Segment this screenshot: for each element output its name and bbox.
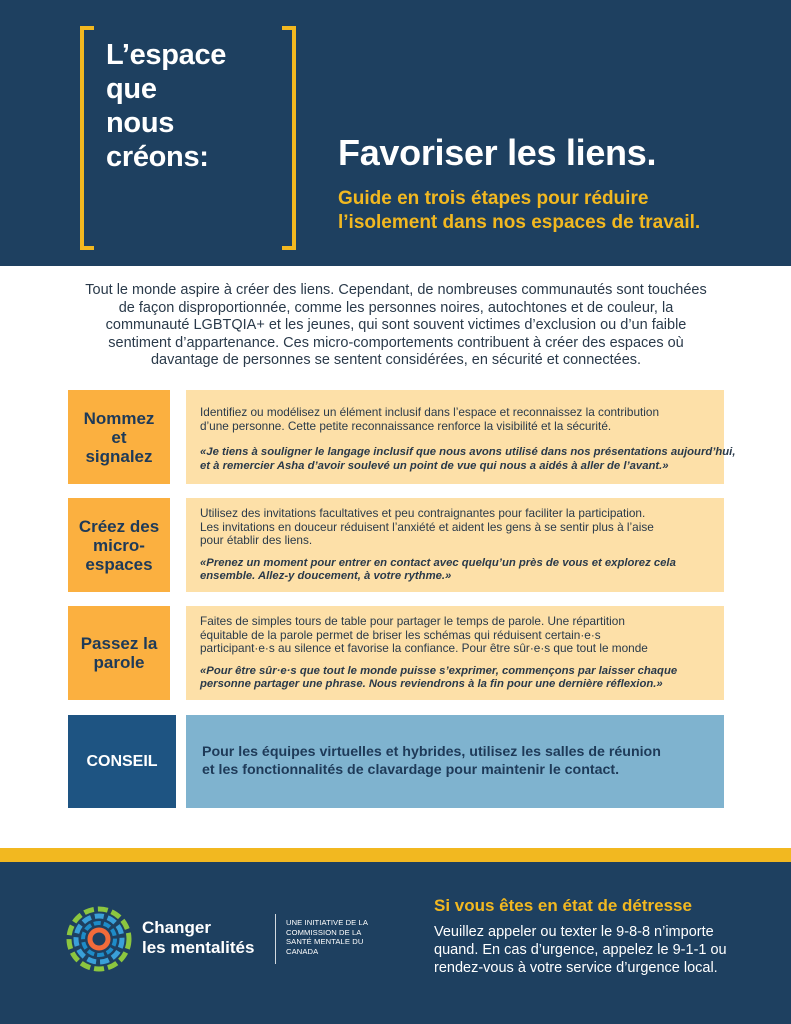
- changer-les-mentalites-logo-icon: [66, 906, 132, 972]
- quote-line: «Pour être sûr·e·s que tout le monde puisse s’exprimer, commençons par laisser chaque: [200, 664, 678, 677]
- step-label-line: et: [111, 427, 127, 447]
- step-description: [200, 406, 710, 433]
- step-1-content: [186, 390, 736, 484]
- quote-line: et à remercier Asha d’avoir soulevé un point de vue qui nous a aidés à aller de l’avant.»: [200, 459, 669, 472]
- brand-line: créons:: [106, 141, 209, 173]
- brand-line: L’espace: [106, 39, 227, 71]
- intro-line: communauté LGBTQIA+ et les jeunes, qui sont souvent victimes d’exclusion ou d’un faible: [105, 317, 687, 334]
- desc-line: Identifiez ou modélisez un élément inclusif dans l’espace et reconnaissez la contribution: [200, 405, 660, 419]
- quote-line: ensemble. Allez-y doucement, à votre rythme.»: [200, 570, 452, 583]
- initiative-line: CANADA: [286, 946, 319, 956]
- page-subtitle: [338, 187, 768, 235]
- header-banner: [0, 0, 791, 266]
- initiative-line: UNE INITIATIVE DE LA: [286, 918, 369, 927]
- subtitle-line: Guide en trois étapes pour réduire: [338, 188, 649, 209]
- tip-line: et les fonctionnalités de clavardage pour maintenir le contact.: [202, 761, 620, 778]
- intro-line: Tout le monde aspire à créer des liens. Cependant, de nombreuses communautés sont touchées: [85, 282, 707, 298]
- step-1-label: [68, 390, 170, 484]
- intro-line: de façon disproportionnée, comme les personnes noires, autochtones et de couleur, la: [118, 299, 674, 316]
- step-quote: [200, 446, 736, 473]
- bracket-right: [282, 26, 296, 250]
- distress-line: Veuillez appeler ou texter le 9-8-8 n’importe: [434, 924, 714, 940]
- intro-paragraph: [56, 282, 736, 370]
- step-label-line: Passez la: [80, 634, 158, 653]
- brand-title: [106, 38, 281, 174]
- footer: [0, 862, 791, 1024]
- step-label-line: micro-: [93, 535, 145, 555]
- quote-line: «Je tiens à souligner le langage inclusif que nous avons utilisé dans nos présentations aujourd’hui,: [200, 446, 736, 459]
- step-label-line: parole: [93, 653, 145, 672]
- logo-line: les mentalités: [142, 938, 255, 957]
- distress-line: quand. En cas d’urgence, appelez le 9-1-1 ou: [434, 942, 727, 958]
- desc-line: Faites de simples tours de table pour partager le temps de parole. Une répartition: [200, 614, 625, 628]
- step-quote: [200, 665, 710, 692]
- initiative-text: [286, 918, 368, 956]
- logo-wordmark: [142, 918, 254, 958]
- distress-title: Si vous êtes en état de détresse: [434, 896, 692, 915]
- page-title: Favoriser les liens.: [338, 132, 657, 173]
- step-label-line: espaces: [85, 554, 153, 574]
- step-description: [200, 507, 710, 548]
- desc-line: équitable de la parole permet de briser les schémas qui réduisent certain·e·s: [200, 627, 601, 642]
- desc-line: Utilisez des invitations facultatives et peu contraignantes pour faciliter la participation.: [200, 506, 646, 520]
- desc-line: pour établir des liens.: [200, 533, 313, 548]
- step-description: [200, 615, 710, 656]
- subtitle-line: l’isolement dans nos espaces de travail.: [338, 212, 701, 233]
- logo-divider: [275, 914, 276, 964]
- step-label-line: Nommez: [83, 408, 155, 428]
- brand-line: nous: [106, 107, 175, 139]
- distress-line: rendez-vous à votre service d’urgence local.: [434, 960, 718, 976]
- brand-line: que: [106, 73, 157, 105]
- quote-line: personne partager une phrase. Nous reviendrons à la fin pour une dernière réflexion.»: [200, 678, 663, 691]
- step-2-content: [186, 498, 724, 592]
- bracket-left: [80, 26, 94, 250]
- initiative-line: SANTÉ MENTALE DU: [286, 937, 364, 947]
- step-3-label: [68, 606, 170, 700]
- desc-line: participant·e·s au silence et favorise la confiance. Pour être sûr·e·s que tout le monde: [200, 641, 648, 656]
- quote-line: «Prenez un moment pour entrer en contact avec quelqu’un près de vous et explorez cela: [200, 556, 676, 569]
- step-2-label: [68, 498, 170, 592]
- step-3-content: [186, 606, 724, 700]
- desc-line: Les invitations en douceur réduisent l’anxiété et aident les gens à se sentir plus à l’aise: [200, 519, 654, 534]
- logo-line: Changer: [142, 918, 211, 937]
- tip-label: CONSEIL: [68, 715, 176, 808]
- intro-line: davantage de personnes se sentent considérées, en sécurité et connectées.: [150, 352, 642, 369]
- step-label-line: signalez: [85, 446, 153, 466]
- initiative-line: COMMISSION DE LA: [286, 927, 362, 937]
- footer-stripe: [0, 848, 791, 862]
- intro-line: sentiment d’appartenance. Ces micro-comportements contribuent à créer des espaces où: [108, 334, 684, 351]
- tip-content: [186, 715, 724, 808]
- step-label-line: Créez des: [78, 516, 160, 536]
- desc-line: d’une personne. Cette petite reconnaissance renforce la visibilité et la sécurité.: [200, 418, 612, 433]
- distress-text: [434, 923, 727, 977]
- step-quote: [200, 557, 710, 584]
- tip-line: Pour les équipes virtuelles et hybrides, utilisez les salles de réunion: [202, 744, 661, 760]
